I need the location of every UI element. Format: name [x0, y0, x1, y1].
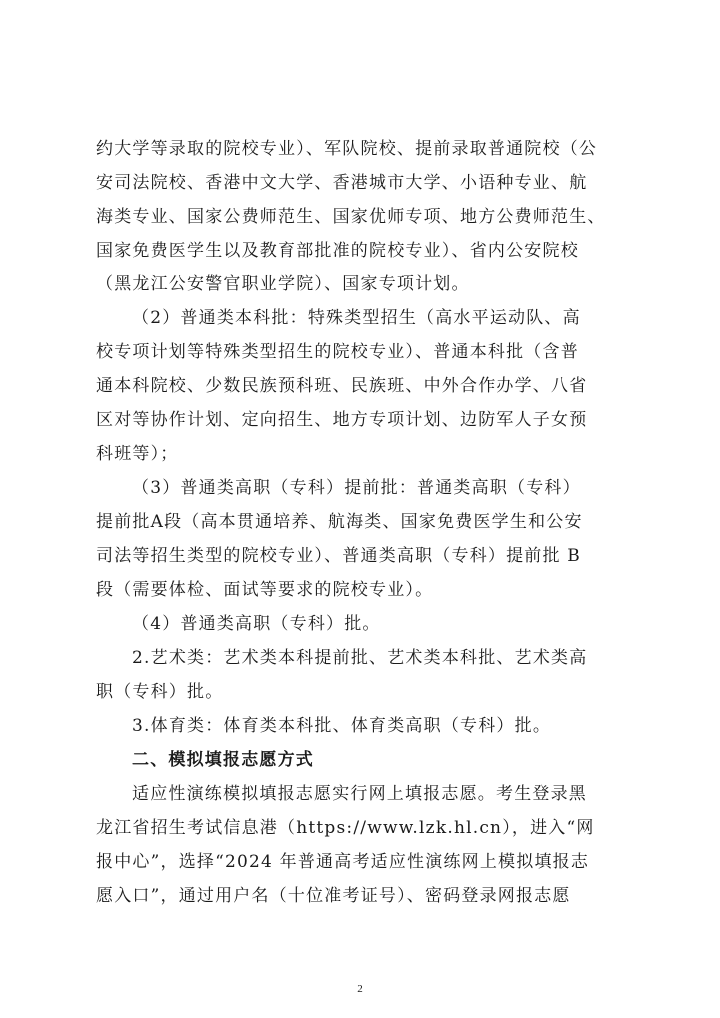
paragraph-line: 区对等协作计划、定向招生、地方专项计划、边防军人子女预: [96, 410, 588, 430]
paragraph-line: 段（需要体检、面试等要求的院校专业）。: [96, 580, 434, 600]
paragraph-line: 通本科院校、少数民族预科班、民族班、中外合作办学、八省: [96, 376, 588, 396]
paragraph-line: 科班等）；: [96, 444, 179, 464]
paragraph-line: 职（专科）批。: [96, 682, 224, 702]
paragraph-line: 约大学等录取的院校专业）、军队院校、提前录取普通院校（公: [96, 139, 598, 159]
paragraph-line: 2.艺术类：艺术类本科提前批、艺术类本科批、艺术类高: [132, 648, 588, 668]
section-heading: 二、模拟填报志愿方式: [132, 750, 314, 770]
paragraph-line: 报中心”，选择“2024 年普通高考适应性演练网上模拟填报志: [96, 852, 590, 872]
paragraph-line: 提前批A段（高本贯通培养、航海类、国家免费医学生和公安: [96, 512, 583, 532]
paragraph-line: 3.体育类：体育类本科批、体育类高职（专科）批。: [132, 716, 552, 736]
paragraph-line: 海类专业、国家公费师范生、国家优师专项、地方公费师范生、: [96, 207, 606, 227]
paragraph-line: （3）普通类高职（专科）提前批：普通类高职（专科）: [132, 478, 581, 498]
paragraph-line: 愿入口”，通过用户名（十位准考证号）、密码登录网报志愿: [96, 886, 571, 906]
paragraph-line: 适应性演练模拟填报志愿实行网上填报志愿。考生登录黑: [132, 784, 587, 804]
paragraph-line: 龙江省招生考试信息港（https://www.lzk.hl.cn），进入“网: [96, 818, 595, 838]
paragraph-line: 司法等招生类型的院校专业）、普通类高职（专科）提前批 B: [96, 546, 581, 566]
paragraph-line: （黑龙江公安警官职业学院）、国家专项计划。: [96, 274, 470, 294]
paragraph-line: （2）普通类本科批：特殊类型招生（高水平运动队、高: [132, 308, 581, 328]
paragraph-line: 安司法院校、香港中文大学、香港城市大学、小语种专业、航: [96, 173, 588, 193]
paragraph-line: （4）普通类高职（专科）批。: [132, 614, 381, 634]
paragraph-line: 国家免费医学生以及教育部批准的院校专业）、省内公安院校: [96, 241, 579, 261]
page-number: 2: [357, 983, 363, 995]
paragraph-line: 校专项计划等特殊类型招生的院校专业）、普通本科批（含普: [96, 342, 579, 362]
